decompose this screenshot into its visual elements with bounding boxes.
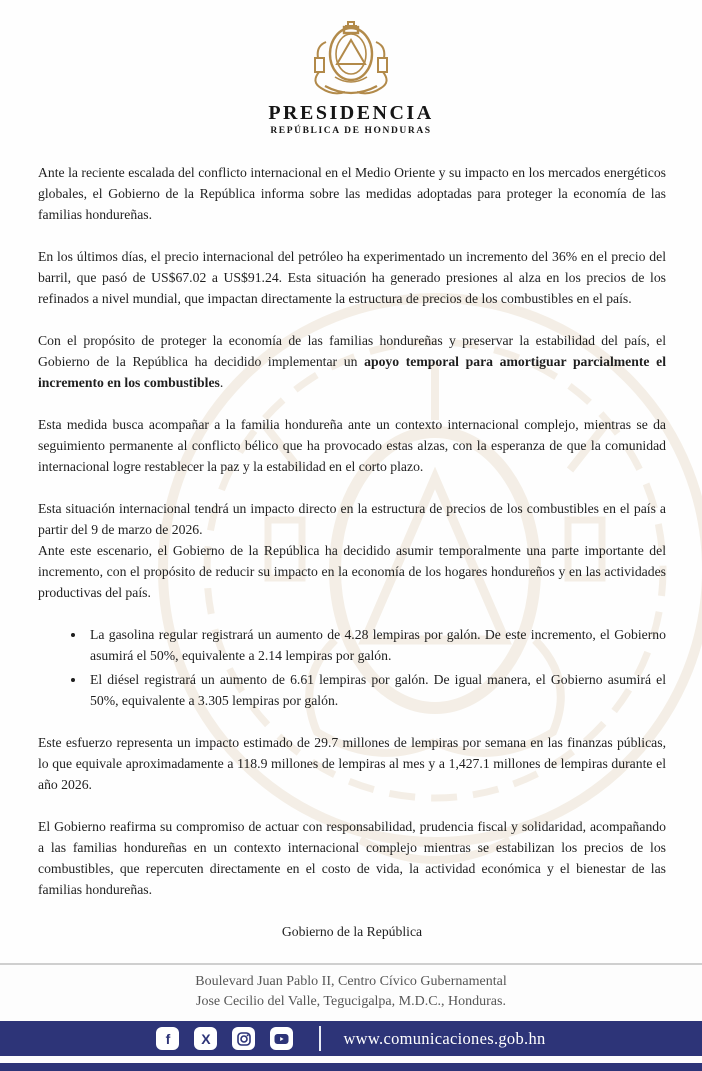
website-link[interactable]: www.comunicaciones.gob.hn [343,1028,546,1048]
youtube-icon[interactable] [270,1027,293,1050]
fuel-increase-list [38,624,666,711]
paragraph-oil-price: En los últimos días, el precio internacional del petróleo ha experimentado un incremento del 36% en el precio del barril, que pasó de US$67.02 a US$91.24. Esta situación ha generado presiones al alza en los precios de los refinados a nivel mundial, que impactan directamente la estructura de precios de los combustibles en el país. [38,249,666,306]
signature-line: Gobierno de la República [281,924,423,939]
footer [0,963,702,1071]
letterhead [0,0,702,136]
footer-bar [0,1021,702,1056]
paragraph-scenario: Ante este escenario, el Gobierno de la República ha decidido asumir temporalmente una parte importante del incremento, con el propósito de reducir su impacto en la economía de los hogares hondureños y en las actividades productivas del país. [38,543,666,600]
paragraph-commitment: El Gobierno reafirma su compromiso de actuar con responsabilidad, prudencia fiscal y solidaridad, acompañando a las familias hondureñas en un contexto internacional complejo mientras se estabilizan los precios de los combustibles, que repercuten directamente en el costo de vida, la actividad económica y el bienestar de las familias hondureñas. [38,819,666,897]
list-item-gasolina: • La gasolina regular registrará un aumento de 4.28 lempiras por galón. De este incremento, el Gobierno asumirá el 50%, equivalente a 2.14 lempiras por galón. [86,624,666,666]
footer-bottom-strip [0,1063,702,1071]
instagram-icon[interactable] [232,1027,255,1050]
address-line-1: Boulevard Juan Pablo II, Centro Cívico Gubernamental [195,974,507,989]
facebook-icon[interactable]: f [156,1027,179,1050]
paragraph-accompany: Esta medida busca acompañar a la familia hondureña ante un contexto internacional complejo, mientras se da seguimiento permanente al conflicto bélico que ha provocado estas alzas, con la esperanza de que la comunidad internacional logre restablecer la paz y la estabilidad en el corto plazo. [38,417,666,474]
social-icons [156,1027,293,1050]
coat-of-arms-icon [291,20,411,100]
paragraph-support-period: . [219,375,224,390]
footer-bottom-gap [0,1056,702,1063]
address-block [0,965,702,1021]
document-body [0,136,702,963]
address-line-2: Jose Cecilio del Valle, Tegucigalpa, M.D.C., Honduras. [196,994,506,1009]
footer-vertical-divider [319,1026,321,1051]
paragraph-intro: Ante la reciente escalada del conflicto internacional en el Medio Oriente y su impacto en los mercados energéticos globales, el Gobierno de la República informa sobre las medidas adoptadas para proteger la economía de las familias hondureñas. [38,165,666,222]
paragraph-fiscal-impact: Este esfuerzo representa un impacto estimado de 29.7 millones de lempiras por semana en las finanzas públicas, lo que equivale aproximadamente a 118.9 millones de lempiras al mes y a 1,427.1 millones de lempiras durante el año 2026. [38,735,666,792]
paragraph-impact-date: Esta situación internacional tendrá un impacto directo en la estructura de precios de los combustibles en el país a partir del 9 de marzo de 2026. [38,501,666,537]
x-icon[interactable]: X [194,1027,217,1050]
paragraph-support-measure [38,330,666,393]
org-title: PRESIDENCIA [268,102,434,124]
paragraph-support-bold: apoyo temporal para amortiguar parcialmente el incremento en los combustibles [38,354,666,390]
list-item-diesel: • El diésel registrará un aumento de 6.61 lempiras por galón. De igual manera, el Gobierno asumirá el 50%, equivalente a 3.305 lempiras por galón. [86,669,666,711]
org-subtitle: REPÚBLICA DE HONDURAS [270,126,432,136]
paragraph-support-text: Con el propósito de proteger la economía de las familias hondureñas y preservar la estabilidad del país, el Gobierno de la República ha decidido implementar un [38,333,666,369]
